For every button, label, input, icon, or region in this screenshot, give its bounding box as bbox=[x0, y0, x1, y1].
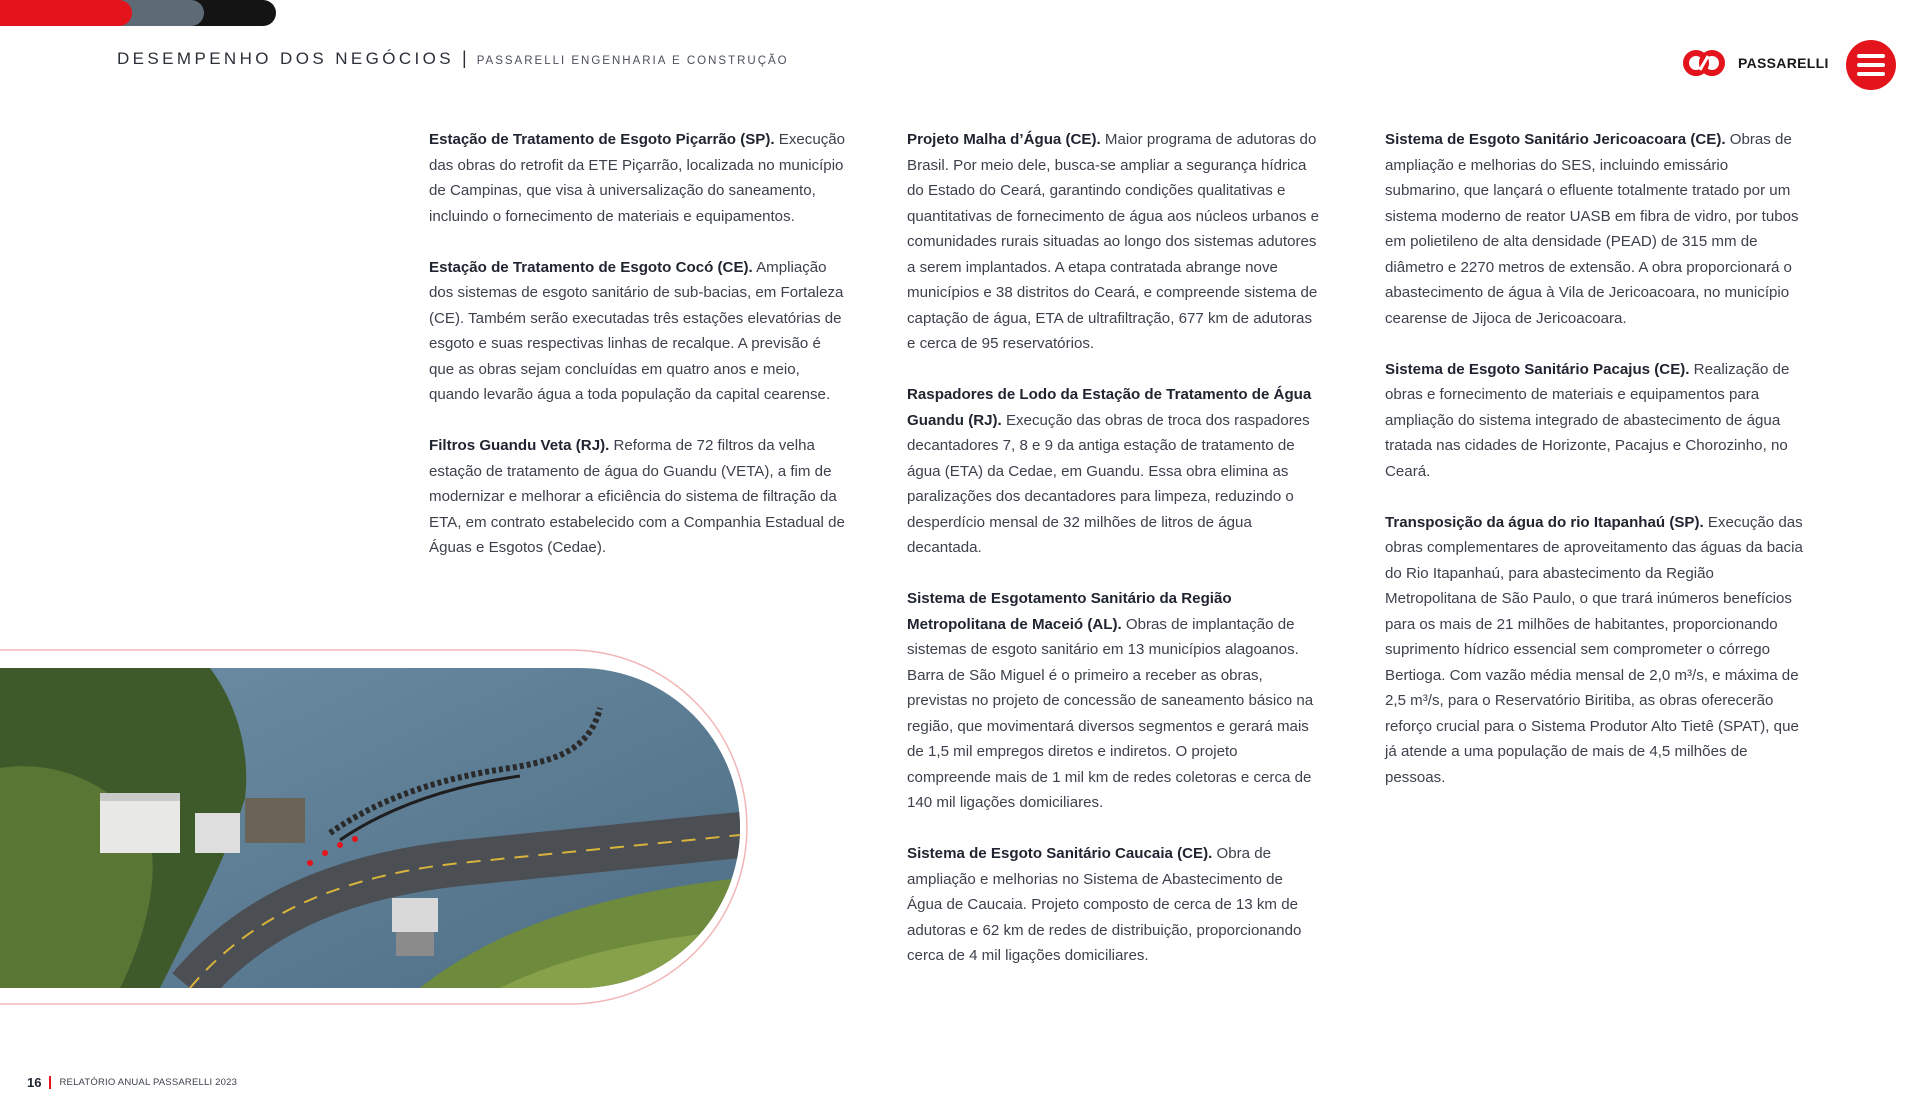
page-footer bbox=[27, 1075, 237, 1090]
page-number: 16 bbox=[27, 1075, 42, 1090]
paragraph bbox=[429, 255, 849, 408]
paragraph-text: Realização de obras e fornecimento de materiais e equipamentos para ampliação do sistema integrado de abastecimento de água tratada nas cidades de Horizonte, Pacajus e Chorozinho, no Ceará. bbox=[1385, 360, 1790, 480]
logo-brand-name: PASSARELLI bbox=[1738, 55, 1829, 71]
aerial-photo-frame bbox=[0, 648, 760, 1006]
paragraph bbox=[429, 433, 849, 561]
paragraph-text: Execução das obras de troca dos raspadores decantadores 7, 8 e 9 da antiga estação de tratamento de água (ETA) da Cedae, em Guandu. Essa obra elimina as paralizações dos decantadores para limpeza, reduzindo o desperdício mensal de 32 milhões de litros de água decantada. bbox=[907, 411, 1310, 556]
paragraph bbox=[1385, 127, 1805, 331]
paragraph-title: Estação de Tratamento de Esgoto Cocó (CE). bbox=[429, 258, 753, 276]
paragraph-text: Execução das obras complementares de aproveitamento das águas da bacia do Rio Itapanhaú, para abastecimento da Região Metropolitana de São Paulo, o que trará inúmeros benefícios para os mais de 21 milhões de habitantes, proporcionando suprimento hídrico essencial sem comprometer o córrego Bertioga. Com vazão média mensal de 2,0 m³/s, e máxima de 2,5 m³/s, para o Reservatório Biritiba, as obras oferecerão reforço crucial para o Sistema Produtor Alto Tietê (SPAT), que já atende a uma população de mais de 4,5 milhões de pessoas. bbox=[1385, 513, 1803, 786]
paragraph-text: Obra de ampliação e melhorias no Sistema de Abastecimento de Água de Caucaia. Projeto composto de cerca de 13 km de adutoras e 62 km de redes de distribuição, proporcionando cerca de 4 mil ligações domiciliares. bbox=[907, 845, 1302, 964]
footer-separator bbox=[49, 1076, 51, 1089]
paragraph-title: Sistema de Esgoto Sanitário Caucaia (CE). bbox=[907, 845, 1213, 862]
paragraph bbox=[907, 382, 1319, 561]
paragraph-title: Estação de Tratamento de Esgoto Piçarrão (SP). bbox=[429, 131, 775, 148]
paragraph-title: Transposição da água do rio Itapanhaú (SP). bbox=[1385, 513, 1704, 531]
paragraph-title: Sistema de Esgoto Sanitário Pacajus (CE). bbox=[1385, 360, 1690, 378]
top-bar-red-segment bbox=[0, 0, 132, 26]
menu-button[interactable] bbox=[1846, 40, 1896, 90]
passarelli-logo[interactable] bbox=[1682, 48, 1829, 78]
paragraph-title: Raspadores de Lodo da Estação de Tratamento de Água Guandu (RJ). bbox=[907, 386, 1312, 429]
paragraph bbox=[1385, 357, 1805, 485]
text-column-2 bbox=[907, 127, 1319, 994]
report-title: RELATÓRIO ANUAL PASSARELLI 2023 bbox=[59, 1077, 238, 1088]
hamburger-icon bbox=[1857, 54, 1885, 76]
text-column-1 bbox=[429, 127, 849, 586]
paragraph bbox=[907, 127, 1319, 357]
paragraph-text: Obras de ampliação e melhorias do SES, incluindo emissário submarino, que lançará o efluente totalmente tratado por um sistema moderno de reator UASB em fibra de vidro, por tubos em polietileno de alta densidade (PEAD) de 315 mm de diâmetro e 2270 metros de extensão. A obra proporcionará o abastecimento de água à Vila de Jericoacoara, no município cearense de Jijoca de Jericoacoara. bbox=[1385, 131, 1799, 327]
paragraph-text: Execução das obras do retrofit da ETE Piçarrão, localizada no município de Campinas, que visa à universalização do saneamento, incluindo o fornecimento de materiais e equipamentos. bbox=[429, 131, 846, 225]
paragraph-text: Obras de implantação de sistemas de esgoto sanitário em 13 municípios alagoanos. Barra de São Miguel é o primeiro a receber as obras, previstas no projeto de concessão de saneamento básico na região, que movimentará diversos segmentos e gerará mais de 1,5 mil empregos diretos e indiretos. O projeto compreende mais de 1 mil km de redes coletoras e cerca de 140 mil ligações domiciliares. bbox=[907, 615, 1314, 811]
page-header bbox=[117, 48, 789, 69]
header-separator: | bbox=[462, 48, 467, 68]
paragraph bbox=[907, 841, 1319, 969]
paragraph-text: Ampliação dos sistemas de esgoto sanitário de sub-bacias, em Fortaleza (CE). Também serão executadas três estações elevatórias de esgoto e suas respectivas linhas de recalque. A previsão é que as obras sejam concluídas em quatro anos e meio, quando levarão água a toda população da capital cearense. bbox=[429, 258, 844, 403]
paragraph-title: Filtros Guandu Veta (RJ). bbox=[429, 437, 610, 454]
paragraph-text: Reforma de 72 filtros da velha estação de tratamento de água do Guandu (VETA), a fim de modernizar e melhorar a eficiência do sistema de filtração da ETA, em contrato estabelecido com a Companhia Estadual de Águas e Esgotos (Cedae). bbox=[429, 437, 845, 556]
paragraph bbox=[429, 127, 849, 229]
passarelli-logo-icon bbox=[1682, 48, 1726, 78]
paragraph bbox=[907, 586, 1319, 816]
paragraph-title: Projeto Malha d’Água (CE). bbox=[907, 131, 1101, 148]
paragraph-title: Sistema de Esgoto Sanitário Jericoacoara (CE). bbox=[1385, 131, 1726, 148]
section-title: DESEMPENHO DOS NEGÓCIOS bbox=[117, 49, 455, 68]
aerial-photo bbox=[0, 648, 760, 1006]
paragraph-text: Maior programa de adutoras do Brasil. Por meio dele, busca-se ampliar a segurança hídrica do Estado do Ceará, garantindo condições qualitativas e quantitativas de fornecimento de água aos núcleos urbanos e comunidades rurais situadas ao longo dos sistemas adutores a serem implantados. A etapa contratada abrange nove municípios e 38 distritos do Ceará, e compreende sistema de captação de água, ETA de ultrafiltração, 677 km de adutoras e cerca de 95 reservatórios. bbox=[907, 131, 1320, 352]
text-column-3 bbox=[1385, 127, 1805, 816]
company-subtitle: PASSARELLI ENGENHARIA E CONSTRUÇÃO bbox=[476, 55, 789, 67]
paragraph-title: Sistema de Esgotamento Sanitário da Região Metropolitana de Maceió (AL). bbox=[907, 590, 1232, 633]
paragraph bbox=[1385, 510, 1805, 791]
top-accent-bar bbox=[0, 0, 276, 26]
